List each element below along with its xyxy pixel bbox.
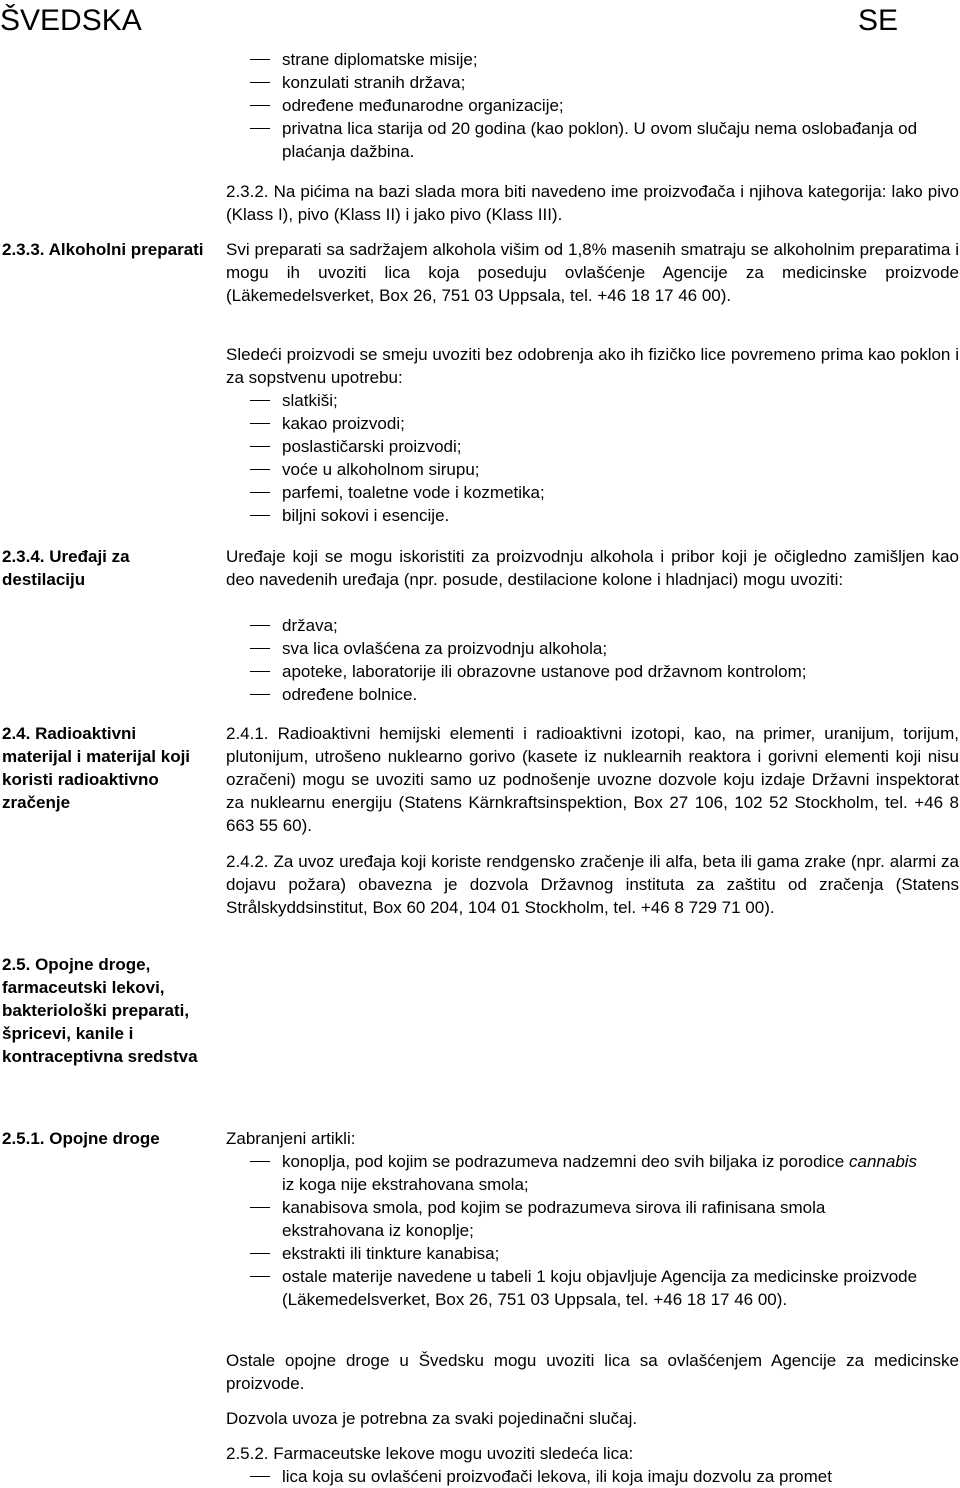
section-heading-2-5: 2.5. Opojne droge, farmaceutski lekovi, bakteriološki preparati, špricevi, kanile i kontraceptivna sredstva xyxy=(2,955,198,1066)
recipient-list xyxy=(226,48,959,163)
pharma-importers-section xyxy=(226,1465,959,1488)
section-heading-2-3-4: 2.3.4. Uređaji za destilaciju xyxy=(2,547,130,589)
forbidden-items-list xyxy=(226,1150,926,1311)
list-item-text: konoplja, pod kojim se podrazumeva nadzemni deo svih biljaka iz porodice xyxy=(282,1152,849,1171)
forbidden-items-section xyxy=(226,1150,926,1311)
paragraph-other-narcotics: Ostale opojne droge u Švedsku mogu uvoziti lica sa ovlašćenjem Agencije za medicinske proizvode. xyxy=(226,1351,959,1393)
list-item: kanabisova smola, pod kojim se podrazumeva sirova ili rafinisana smola ekstrahovana iz konoplje; xyxy=(226,1196,926,1242)
paragraph-gift-products: Sledeći proizvodi se smeju uvoziti bez odobrenja ako ih fizičko lice povremeno prima kao poklon i za sopstvenu upotrebu: xyxy=(226,345,959,387)
paragraph-2-3-2: 2.3.2. Na pićima na bazi slada mora biti navedeno ime proizvođača i njihova kategorija: lako pivo (Klass I), pivo (Klass II) i jako pivo (Klass III). xyxy=(226,182,959,224)
paragraph-import-permit: Dozvola uvoza je potrebna za svaki pojedinačni slučaj. xyxy=(226,1409,638,1428)
gift-products-list xyxy=(226,389,959,527)
list-item xyxy=(226,1150,926,1196)
section-heading-2-4: 2.4. Radioaktivni materijal i materijal koji koristi radioaktivno zračenje xyxy=(2,724,191,812)
list-item: strane diplomatske misije; xyxy=(226,48,959,71)
recipient-list-section xyxy=(226,48,959,163)
list-item: država; xyxy=(226,614,959,637)
page-title: ŠVEDSKA xyxy=(0,4,142,37)
paragraph-distillation: Uređaje koji se mogu iskoristiti za proizvodnju alkohola i pribor koji je očigledno zamišljen kao deo navedenih uređaja (npr. posude, destilacione kolone i hladnjaci) mogu uvoziti: xyxy=(226,547,959,589)
paragraph-alcohol-preparations: Svi preparati sa sadržajem alkohola višim od 1,8% masenih smatraju se alkoholnim preparatima i mogu ih uvoziti lica koja poseduju ovlašćenje Agencije za medicinske proizvode (Läkemedelsverket, Box 26, 751 03 Uppsala, tel. +46 18 17 46 00). xyxy=(226,240,959,305)
distillation-importers-section xyxy=(226,614,959,706)
section-heading-2-5-1: 2.5.1. Opojne droge xyxy=(2,1129,160,1148)
list-item: kakao proizvodi; xyxy=(226,412,959,435)
list-item: poslastičarski proizvodi; xyxy=(226,435,959,458)
pharma-importers-list xyxy=(226,1465,959,1488)
list-item: ostale materije navedene u tabeli 1 koju objavljuje Agencija za medicinske proizvode (Läkemedelsverket, Box 26, 751 03 Uppsala, tel. +46 18 17 46 00). xyxy=(226,1265,926,1311)
list-item: konzulati stranih država; xyxy=(226,71,959,94)
list-item: sva lica ovlašćena za proizvodnju alkohola; xyxy=(226,637,959,660)
section-heading-2-3-3: 2.3.3. Alkoholni preparati xyxy=(2,240,204,259)
list-item: određene međunarodne organizacije; xyxy=(226,94,959,117)
list-item: privatna lica starija od 20 godina (kao poklon). U ovom slučaju nema oslobađanja od plaćanja dažbina. xyxy=(226,117,959,163)
list-item: apoteke, laboratorije ili obrazovne ustanove pod državnom kontrolom; xyxy=(226,660,959,683)
country-code: SE xyxy=(858,4,899,37)
list-item: lica koja su ovlašćeni proizvođači lekova, ili koja imaju dozvolu za promet xyxy=(226,1465,959,1488)
gift-products-section xyxy=(226,389,959,527)
list-item: voće u alkoholnom sirupu; xyxy=(226,458,959,481)
forbidden-items-intro: Zabranjeni artikli: xyxy=(226,1129,356,1148)
list-item: ekstrakti ili tinkture kanabisa; xyxy=(226,1242,926,1265)
list-item-text: iz koga nije ekstrahovana smola; xyxy=(282,1175,529,1194)
paragraph-2-4-1: 2.4.1. Radioaktivni hemijski elementi i radioaktivni izotopi, kao, na primer, uranijum, torijum, plutonijum, utrošeno nuklearno gorivo (kasete iz nuklearnih reaktora i gorivni elementi koji nisu ozračeni) mogu se uvoziti samo uz podnošenje uvozne dozvole koju izdaje Državni inspektorat za nuklearnu energiju (Statens Kärnkraftsinspektion, Box 27 106, 102 52 Stockholm, tel. +46 8 663 55 60). xyxy=(226,724,959,835)
paragraph-2-5-2: 2.5.2. Farmaceutske lekove mogu uvoziti sledeća lica: xyxy=(226,1444,634,1463)
list-item-italic: cannabis xyxy=(849,1152,918,1171)
paragraph-2-4-2: 2.4.2. Za uvoz uređaja koji koriste rendgensko zračenje ili alfa, beta ili gama zrake (npr. alarmi za dojavu požara) obavezna je dozvola Državnog instituta za zaštitu od zračenja (Statens Strålskyddsinstitut, Box 60 204, 104 01 Stockholm, tel. +46 8 729 71 00). xyxy=(226,852,959,917)
distillation-importers-list xyxy=(226,614,959,706)
list-item: biljni sokovi i esencije. xyxy=(226,504,959,527)
list-item: slatkiši; xyxy=(226,389,959,412)
list-item: određene bolnice. xyxy=(226,683,959,706)
list-item: parfemi, toaletne vode i kozmetika; xyxy=(226,481,959,504)
